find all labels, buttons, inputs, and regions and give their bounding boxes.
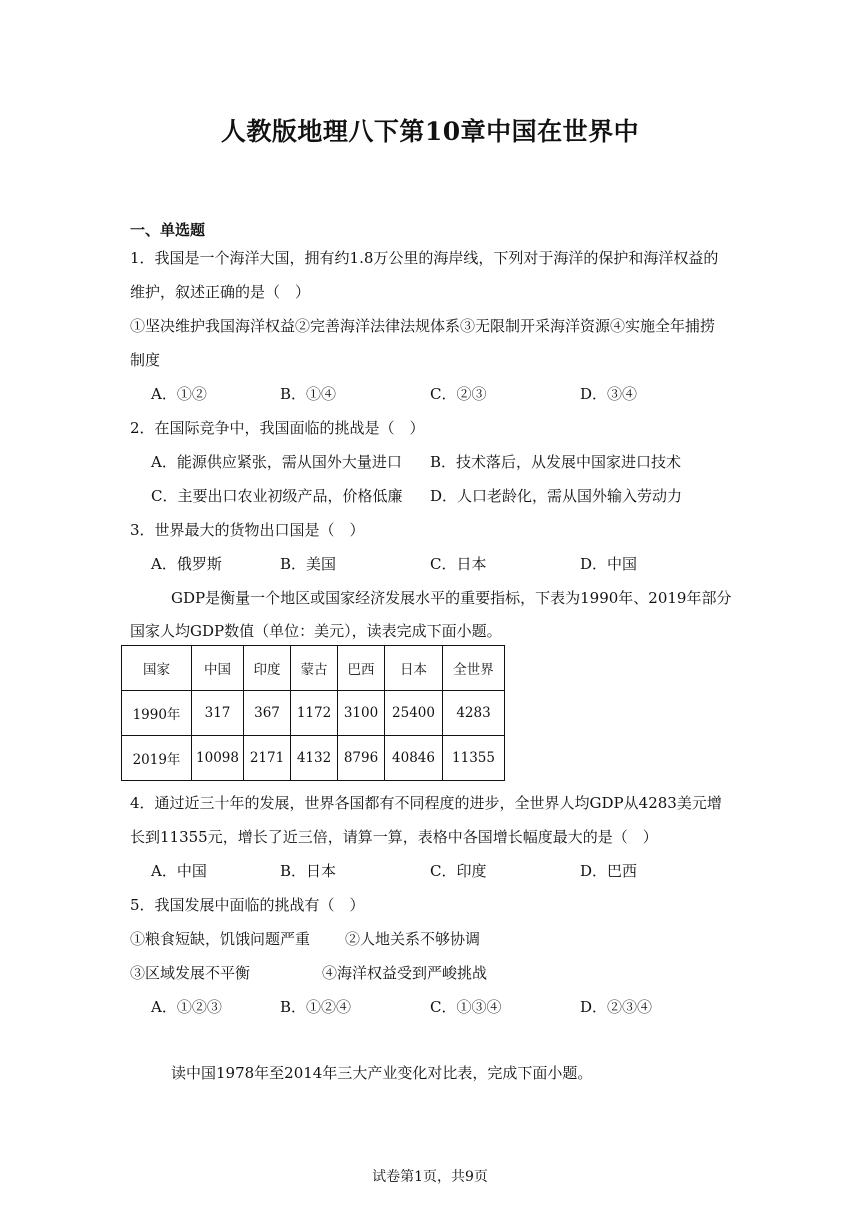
q1-option-a: A．①② bbox=[151, 385, 207, 403]
table-cell: 367 bbox=[244, 691, 291, 736]
material1-line2: 国家人均GDP数值（单位：美元），读表完成下面小题。 bbox=[130, 622, 502, 640]
table-cell: 11355 bbox=[443, 736, 505, 781]
q3-stem: 3．世界最大的货物出口国是（ ） bbox=[130, 521, 365, 539]
table-cell: 8796 bbox=[338, 736, 385, 781]
gdp-table bbox=[121, 645, 505, 781]
q1-statements-line2: 制度 bbox=[130, 351, 161, 369]
table-cell: 40846 bbox=[385, 736, 443, 781]
page-title: 人教版地理八下第10章中国在世界中 bbox=[220, 117, 640, 146]
q2-option-b: B．技术落后，从发展中国家进口技术 bbox=[430, 453, 682, 471]
q1-option-b: B．①④ bbox=[280, 385, 337, 403]
table-header-cell: 日本 bbox=[385, 646, 443, 691]
table-cell: 317 bbox=[192, 691, 244, 736]
q5-option-b: B．①②④ bbox=[280, 998, 352, 1016]
q2-option-d: D．人口老龄化，需从国外输入劳动力 bbox=[430, 487, 683, 505]
table-header-row bbox=[122, 646, 505, 691]
section-heading: 一、单选题 bbox=[130, 221, 206, 239]
table-header-cell: 巴西 bbox=[338, 646, 385, 691]
table-header-cell: 国家 bbox=[122, 646, 192, 691]
q1-stem-line1: 1．我国是一个海洋大国，拥有约1.8万公里的海岸线，下列对于海洋的保护和海洋权益的 bbox=[130, 249, 719, 267]
table-cell: 1172 bbox=[291, 691, 338, 736]
table-header-cell: 中国 bbox=[192, 646, 244, 691]
table-header-cell: 全世界 bbox=[443, 646, 505, 691]
q4-option-d: D．巴西 bbox=[580, 862, 638, 880]
q5-statement-4: ④海洋权益受到严峻挑战 bbox=[322, 964, 488, 982]
table-row bbox=[122, 691, 505, 736]
q3-option-a: A．俄罗斯 bbox=[151, 555, 222, 573]
q5-statement-3: ③区域发展不平衡 bbox=[130, 964, 251, 982]
q5-stem: 5．我国发展中面临的挑战有（ ） bbox=[130, 896, 365, 914]
q5-statement-2: ②人地关系不够协调 bbox=[345, 930, 481, 948]
q1-stem-line2: 维护，叙述正确的是（ ） bbox=[130, 283, 311, 301]
table-cell: 10098 bbox=[192, 736, 244, 781]
table-cell: 2019年 bbox=[122, 736, 192, 781]
q1-statements-line1: ①坚决维护我国海洋权益②完善海洋法律法规体系③无限制开采海洋资源④实施全年捕捞 bbox=[130, 317, 716, 335]
q5-statement-1: ①粮食短缺，饥饿问题严重 bbox=[130, 930, 311, 948]
table-cell: 25400 bbox=[385, 691, 443, 736]
q1-option-c: C．②③ bbox=[430, 385, 487, 403]
table-header-cell: 印度 bbox=[244, 646, 291, 691]
q4-option-b: B．日本 bbox=[280, 862, 337, 880]
q5-option-d: D．②③④ bbox=[580, 998, 653, 1016]
q4-option-a: A．中国 bbox=[151, 862, 207, 880]
q2-option-c: C．主要出口农业初级产品，价格低廉 bbox=[151, 487, 403, 505]
q2-stem: 2．在国际竞争中，我国面临的挑战是（ ） bbox=[130, 419, 425, 437]
q4-stem-line2: 长到11355元，增长了近三倍，请算一算，表格中各国增长幅度最大的是（ ） bbox=[130, 828, 658, 846]
q2-option-a: A．能源供应紧张，需从国外大量进口 bbox=[151, 453, 402, 471]
q5-option-a: A．①②③ bbox=[151, 998, 222, 1016]
q3-option-b: B．美国 bbox=[280, 555, 337, 573]
table-cell: 4283 bbox=[443, 691, 505, 736]
table-header-cell: 蒙古 bbox=[291, 646, 338, 691]
q3-option-c: C．日本 bbox=[430, 555, 487, 573]
table-cell: 1990年 bbox=[122, 691, 192, 736]
table-cell: 3100 bbox=[338, 691, 385, 736]
q4-stem-line1: 4．通过近三十年的发展，世界各国都有不同程度的进步，全世界人均GDP从4283美元增 bbox=[130, 794, 722, 812]
q1-option-d: D．③④ bbox=[580, 385, 638, 403]
q4-option-c: C．印度 bbox=[430, 862, 487, 880]
q3-option-d: D．中国 bbox=[580, 555, 638, 573]
table-cell: 4132 bbox=[291, 736, 338, 781]
table-cell: 2171 bbox=[244, 736, 291, 781]
table-row bbox=[122, 736, 505, 781]
material2-text: 读中国1978年至2014年三大产业变化对比表，完成下面小题。 bbox=[171, 1064, 593, 1082]
q5-option-c: C．①③④ bbox=[430, 998, 502, 1016]
material1-line1: GDP是衡量一个地区或国家经济发展水平的重要指标，下表为1990年、2019年部分 bbox=[171, 589, 732, 607]
page-footer: 试卷第1页，共9页 bbox=[372, 1169, 488, 1185]
